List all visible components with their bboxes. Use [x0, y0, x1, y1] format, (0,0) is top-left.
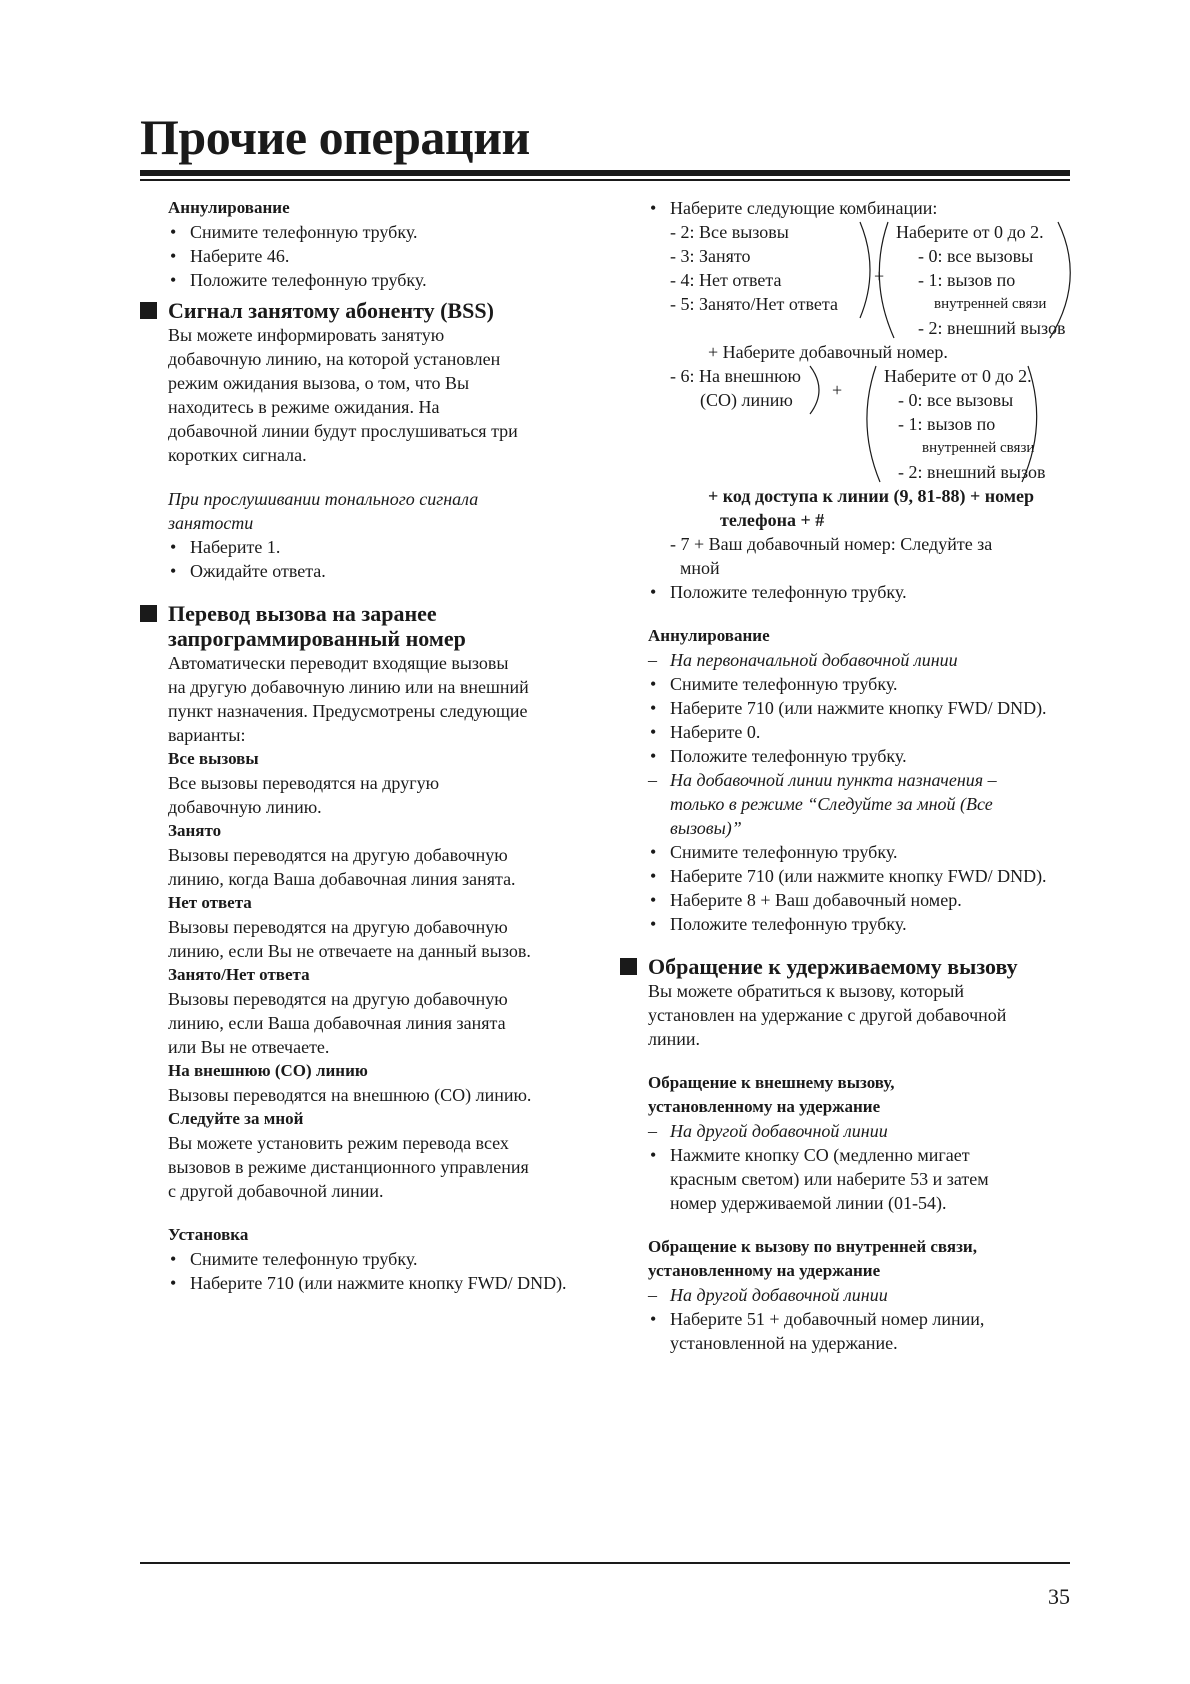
forward-heading: Перевод вызова на заранее запрограммированный номер [140, 601, 610, 651]
hold-int-title: Обращение к вызову по внутренней связи, установленному на удержание [648, 1237, 977, 1280]
list-item: • Наберите 8 + Ваш добавочный номер. [648, 888, 1078, 912]
setup-label: Установка [168, 1225, 249, 1244]
option-name: На внешнюю (CO) линию [168, 1061, 368, 1080]
list-item: • Наберите 1. [168, 535, 610, 559]
option-desc: Вызовы переводятся на внешнюю (CO) линию. [168, 1085, 532, 1105]
hold-ext-title: Обращение к внешнему вызову, установленному на удержание [648, 1073, 895, 1116]
bss-text: Вы можете информировать занятую добавочную линию, на которой установлен режим ожидания вызова, о том, что Вы находитесь в режиме ожидания. На добавочной линии будут прослушиваться три коротких сигнала. [168, 325, 518, 465]
cancel-list-2 [648, 840, 1078, 936]
option-name: Занято/Нет ответа [168, 965, 310, 984]
list-item: • Наберите 710 (или нажмите кнопку FWD/ DND). [168, 1271, 610, 1295]
cancel-list-1 [648, 672, 1078, 768]
hold-int-note: – На другой добавочной линии [648, 1283, 1078, 1307]
page-number: 35 [1048, 1584, 1070, 1609]
option-name: Нет ответа [168, 893, 252, 912]
combo-table-2: - 6: На внешнюю (CO) линию + Наберите от 0 до 2. - 0: все вызовы - 1: вызов по внутренней связи - 2: внешний вызов [648, 364, 1078, 484]
list-item: • Положите телефонную трубку. [648, 912, 1078, 936]
option-name: Все вызовы [168, 749, 259, 768]
list-item: • Нажмите кнопку CO (медленно мигает красным светом) или наберите 53 и затем номер удерживаемой линии (01-54). [648, 1143, 1078, 1215]
list-item: • Снимите телефонную трубку. [648, 840, 1078, 864]
list-item: • Наберите 710 (или нажмите кнопку FWD/ DND). [648, 864, 1078, 888]
forward-text: Автоматически переводит входящие вызовы на другую добавочную линию или на внешний пункт назначения. Предусмотрены следующие варианты: [168, 653, 529, 745]
combo-table-1: - 2: Все вызовы - 3: Занято - 4: Нет ответа - 5: Занято/Нет ответа + Наберите от 0 до 2. - 0: все вызовы - 1: вызов по внутренней связи - 2: внешний вызов [648, 220, 1078, 340]
page-title: Прочие операции [140, 109, 530, 165]
option-desc: Вы можете установить режим перевода всех вызовов в режиме дистанционного управления с другой добавочной линии. [168, 1133, 529, 1201]
cancel-block [140, 196, 610, 292]
hold-int-list [648, 1307, 1078, 1355]
section-bullet-icon [620, 958, 637, 975]
title-rule-thick [140, 170, 1070, 176]
list-item: • Ожидайте ответа. [168, 559, 610, 583]
bss-list [168, 535, 610, 583]
cancel-note-2: – На добавочной линии пункта назначения – только в режиме “Следуйте за мной (Все вызовы)” [648, 768, 1078, 840]
setup-list [168, 1247, 610, 1295]
cancel-note-1: – На первоначальной добавочной линии [648, 648, 1078, 672]
footer-rule [140, 1562, 1070, 1564]
cancel-label: Аннулирование [648, 626, 770, 645]
combos-end [648, 580, 1078, 604]
left-column [140, 196, 610, 1295]
right-column [648, 196, 1078, 1355]
plus-sign: + [832, 380, 843, 400]
hold-ext-list [648, 1143, 1078, 1215]
list-item: • Снимите телефонную трубку. [168, 1247, 610, 1271]
option-desc: Вызовы переводятся на другую добавочную линию, когда Ваша добавочная линия занята. [168, 845, 516, 889]
option-name: Следуйте за мной [168, 1109, 304, 1128]
list-item: • Положите телефонную трубку. [168, 268, 610, 292]
combo-then-1: + Наберите добавочный номер. [708, 342, 948, 362]
hold-text: Вы можете обратиться к вызову, который установлен на удержание с другой добавочной линии. [648, 981, 1007, 1049]
cancel-label: Аннулирование [168, 198, 290, 217]
list-item: • Наберите следующие комбинации: [648, 196, 1078, 220]
list-item: • Наберите 51 + добавочный номер линии, установленной на удержание. [648, 1307, 1078, 1355]
list-item: • Снимите телефонную трубку. [168, 220, 610, 244]
list-item: • Наберите 46. [168, 244, 610, 268]
section-bullet-icon [140, 302, 157, 319]
option-desc: Вызовы переводятся на другую добавочную линию, если Ваша добавочная линия занята или Вы не отвечаете. [168, 989, 508, 1057]
combo-then-2: + код доступа к линии (9, 81-88) + номер телефона + # [708, 486, 1035, 530]
hold-ext-note: – На другой добавочной линии [648, 1119, 1078, 1143]
list-item: • Наберите 0. [648, 720, 1078, 744]
combo-follow: - 7 + Ваш добавочный номер: Следуйте за мной [670, 534, 993, 578]
bss-note: При прослушивании тонального сигнала занятости [168, 489, 479, 533]
combos-intro [648, 196, 1078, 220]
list-item: • Положите телефонную трубку. [648, 580, 1078, 604]
option-name: Занято [168, 821, 222, 840]
cancel-list [168, 220, 610, 292]
bss-block [140, 323, 610, 583]
option-desc: Вызовы переводятся на другую добавочную линию, если Вы не отвечаете на данный вызов. [168, 917, 531, 961]
list-item: • Наберите 710 (или нажмите кнопку FWD/ DND). [648, 696, 1078, 720]
list-item: • Снимите телефонную трубку. [648, 672, 1078, 696]
bss-heading: Сигнал занятому абоненту (BSS) [140, 298, 610, 323]
list-item: • Положите телефонную трубку. [648, 744, 1078, 768]
plus-sign: + [874, 266, 885, 286]
title-rule-thin [140, 179, 1070, 181]
section-bullet-icon [140, 605, 157, 622]
option-desc: Все вызовы переводятся на другую добавочную линию. [168, 773, 440, 817]
forward-block [140, 651, 610, 1295]
hold-heading: Обращение к удерживаемому вызову [620, 954, 1078, 979]
